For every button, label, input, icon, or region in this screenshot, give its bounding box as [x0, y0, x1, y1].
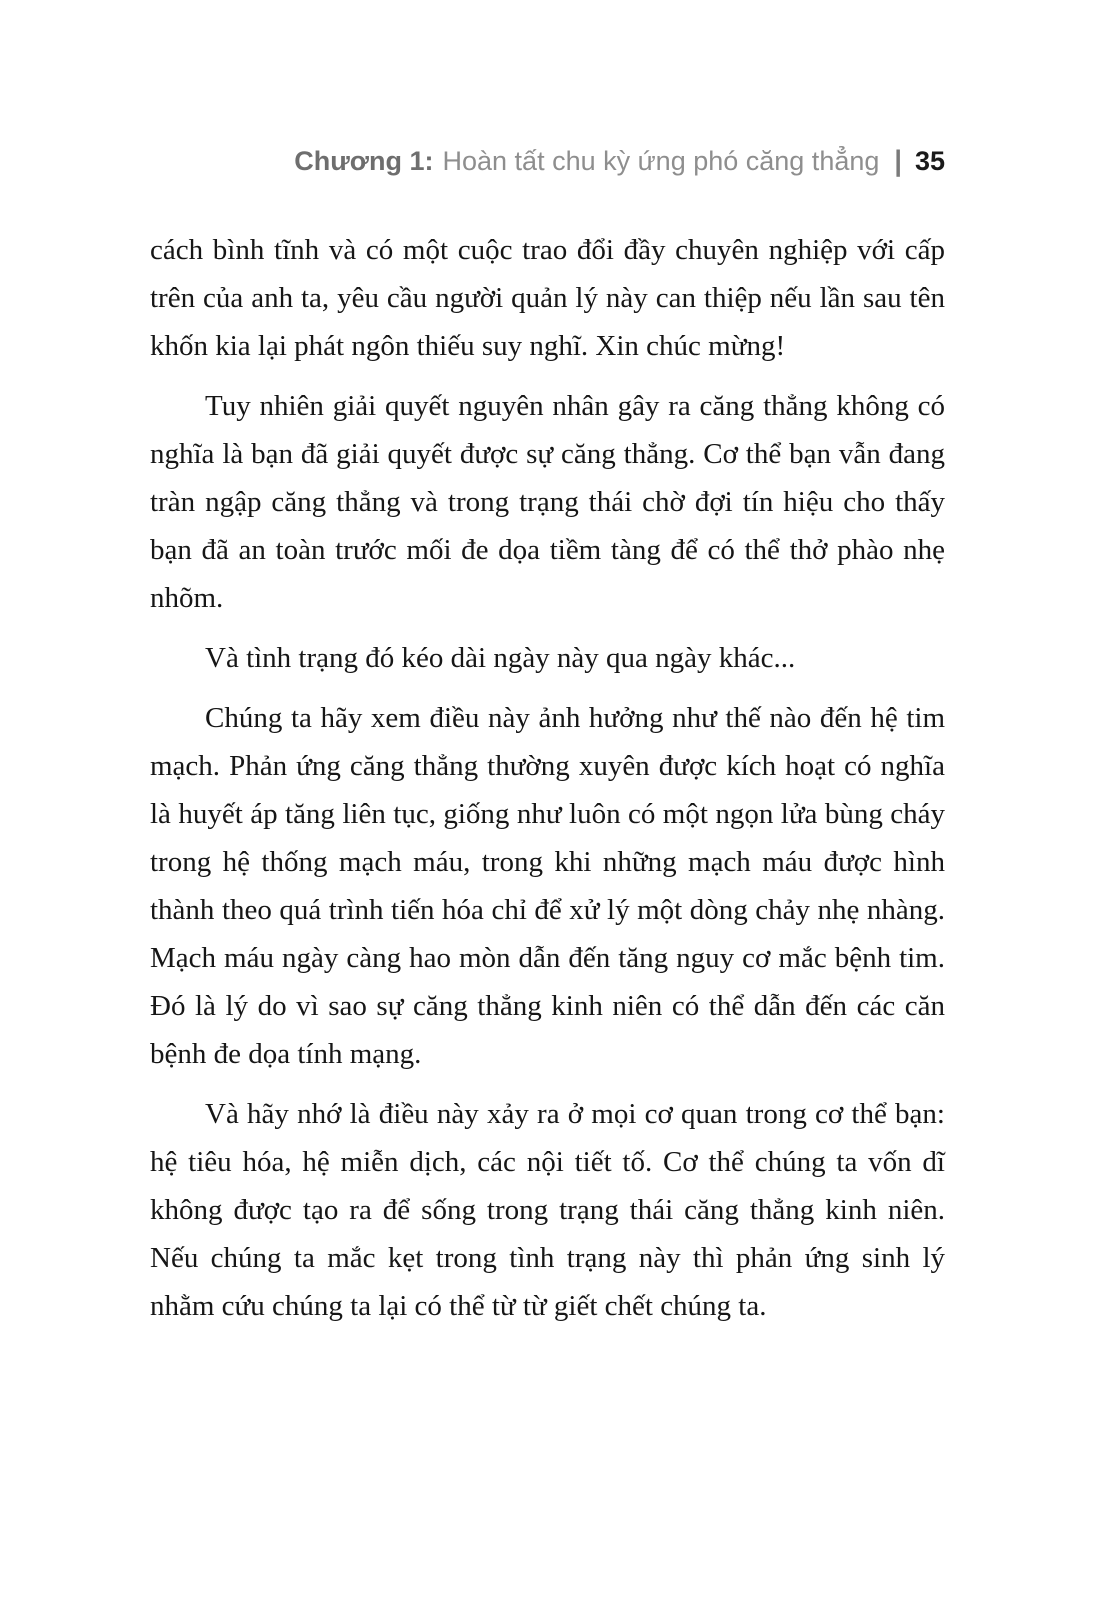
chapter-label: Chương 1:	[294, 146, 434, 176]
page-number: 35	[914, 146, 945, 176]
header-separator: |	[894, 145, 902, 177]
paragraph-continuation: cách bình tĩnh và có một cuộc trao đổi đầy chuyên nghiệp với cấp trên của anh ta, yêu cầu người quản lý này can thiệp nếu lần sau tên khốn kia lại phát ngôn thiếu suy nghĩ. Xin chúc mừng!	[150, 234, 945, 362]
running-header	[150, 143, 945, 179]
paragraph: Và hãy nhớ là điều này xảy ra ở mọi cơ quan trong cơ thể bạn: hệ tiêu hóa, hệ miễn dịch, các nội tiết tố. Cơ thể chúng ta vốn dĩ không được tạo ra để sống trong trạng thái căng thẳng kinh niên. Nếu chúng ta mắc kẹt trong tình trạng này thì phản ứng sinh lý nhằm cứu chúng ta lại có thể từ từ giết chết chúng ta.	[150, 1098, 945, 1322]
body-text	[150, 226, 945, 1330]
paragraph: Tuy nhiên giải quyết nguyên nhân gây ra căng thẳng không có nghĩa là bạn đã giải quyết được sự căng thẳng. Cơ thể bạn vẫn đang tràn ngập căng thẳng và trong trạng thái chờ đợi tín hiệu cho thấy bạn đã an toàn trước mối đe dọa tiềm tàng để có thể thở phào nhẹ nhõm.	[150, 390, 945, 614]
chapter-title: Hoàn tất chu kỳ ứng phó căng thẳng	[442, 146, 880, 176]
paragraph: Và tình trạng đó kéo dài ngày này qua ngày khác...	[205, 642, 796, 674]
paragraph: Chúng ta hãy xem điều này ảnh hưởng như thế nào đến hệ tim mạch. Phản ứng căng thẳng thường xuyên được kích hoạt có nghĩa là huyết áp tăng liên tục, giống như luôn có một ngọn lửa bùng cháy trong hệ thống mạch máu, trong khi những mạch máu được hình thành theo quá trình tiến hóa chỉ để xử lý một dòng chảy nhẹ nhàng. Mạch máu ngày càng hao mòn dẫn đến tăng nguy cơ mắc bệnh tim. Đó là lý do vì sao sự căng thẳng kinh niên có thể dẫn đến các căn bệnh đe dọa tính mạng.	[150, 702, 945, 1070]
